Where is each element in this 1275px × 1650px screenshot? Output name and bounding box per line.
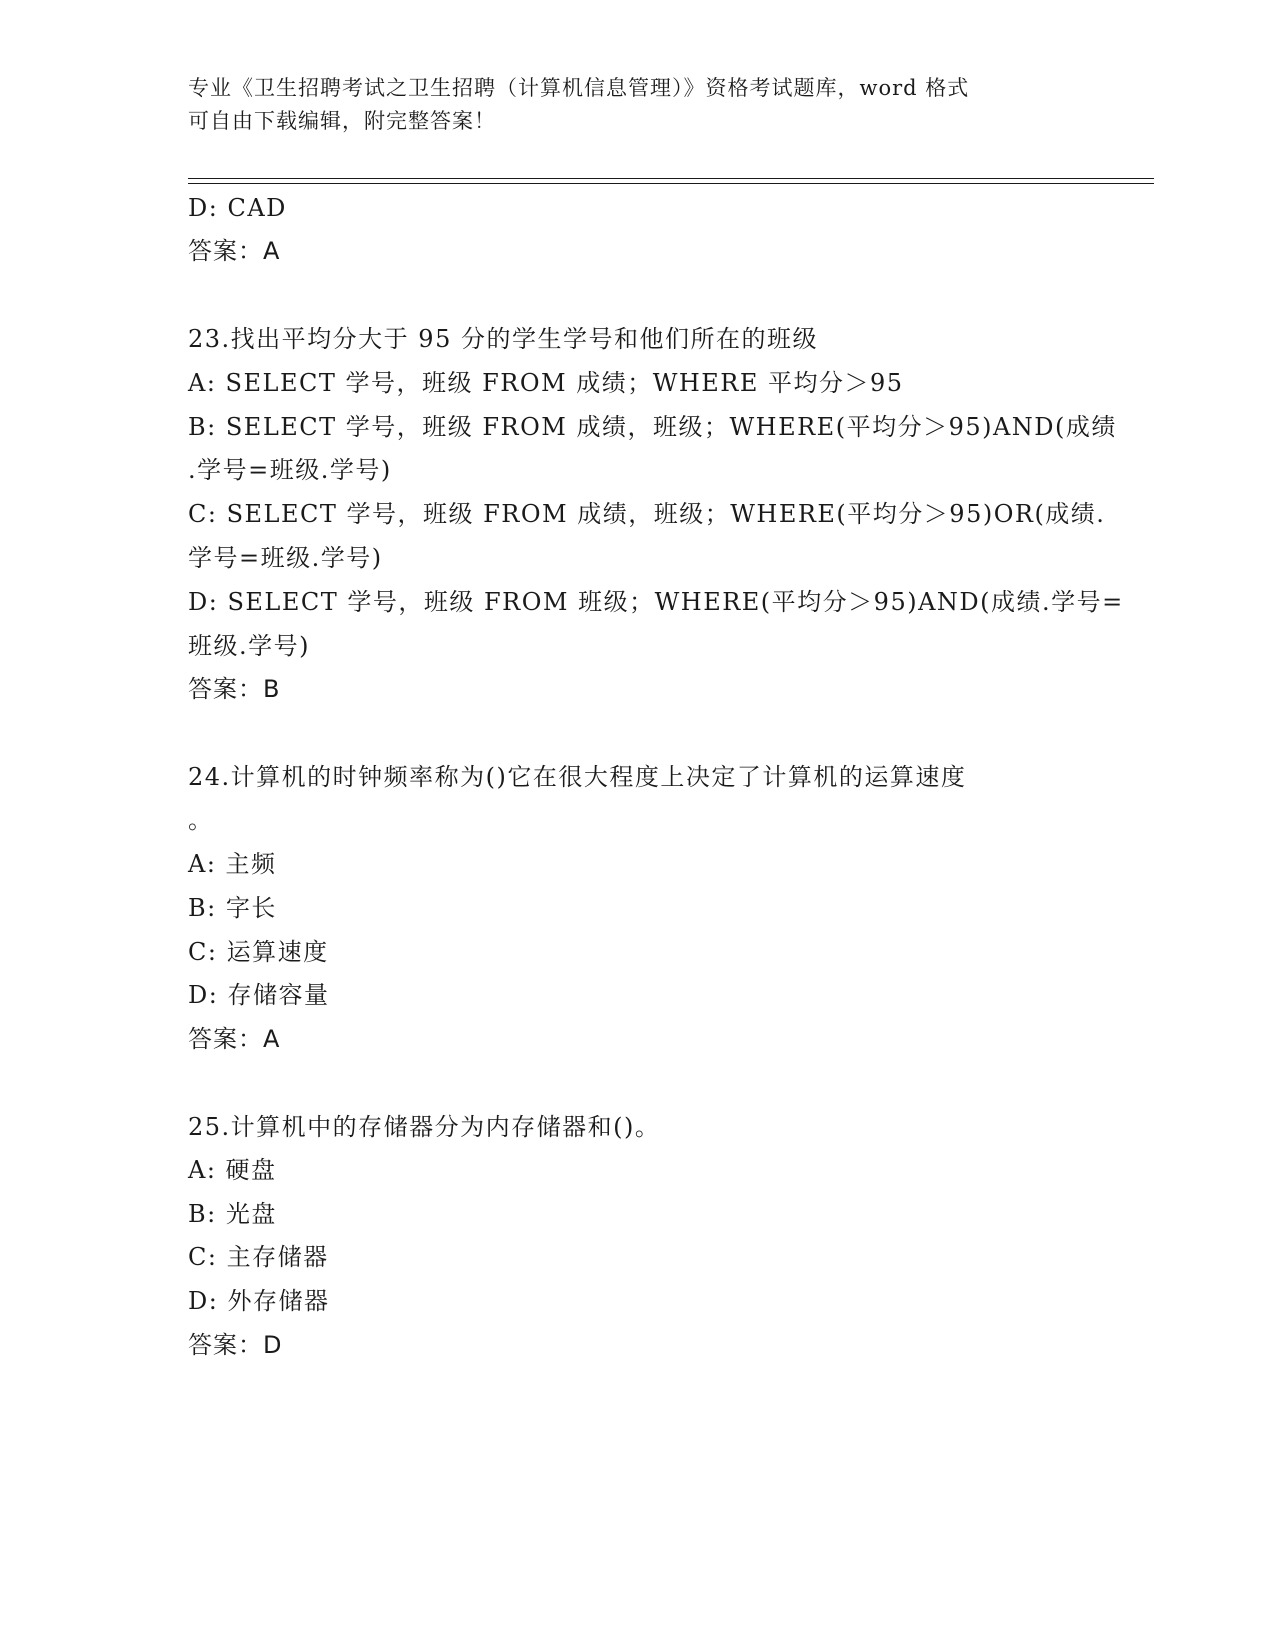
q24-option-b: B: 字长	[188, 894, 277, 922]
q23-stem: 23.找出平均分大于 95 分的学生学号和他们所在的班级	[188, 325, 818, 353]
q25-option-c: C: 主存储器	[188, 1243, 329, 1271]
q23-option-b-line1: B: SELECT 学号，班级 FROM 成绩，班级；WHERE(平均分＞95)AND(成绩	[188, 413, 1117, 441]
q23-option-c-line2: 学号=班级.学号)	[188, 544, 383, 572]
q24-option-d: D: 存储容量	[188, 981, 330, 1009]
q24-stem-line2: 。	[188, 806, 214, 834]
prev-answer: 答案：A	[188, 237, 281, 265]
q24-stem-line1: 24.计算机的时钟频率称为()它在很大程度上决定了计算机的运算速度	[188, 763, 967, 791]
q23-answer: 答案：B	[188, 675, 281, 703]
header-divider-bottom	[188, 183, 1154, 184]
prev-option-d: D: CAD	[188, 194, 287, 222]
q23-option-d-line1: D: SELECT 学号，班级 FROM 班级；WHERE(平均分＞95)AND(成绩.学号=	[188, 588, 1124, 616]
q23-option-c-line1: C: SELECT 学号，班级 FROM 成绩，班级；WHERE(平均分＞95)OR(成绩.	[188, 500, 1106, 528]
q25-option-a: A: 硬盘	[188, 1156, 277, 1184]
document-header	[188, 72, 1068, 138]
header-line-2: 可自由下载编辑，附完整答案！	[188, 109, 496, 133]
q25-stem: 25.计算机中的存储器分为内存储器和()。	[188, 1113, 661, 1141]
header-line-1: 专业《卫生招聘考试之卫生招聘（计算机信息管理）》资格考试题库，word 格式	[188, 76, 970, 100]
q25-answer: 答案：D	[188, 1331, 283, 1359]
q23-option-d-line2: 班级.学号)	[188, 632, 310, 660]
q25-option-d: D: 外存储器	[188, 1287, 330, 1315]
header-divider-top	[188, 178, 1154, 179]
q24-answer: 答案：A	[188, 1025, 281, 1053]
q23-option-b-line2: .学号=班级.学号)	[188, 456, 392, 484]
q25-option-b: B: 光盘	[188, 1200, 277, 1228]
q24-option-a: A: 主频	[188, 850, 277, 878]
q24-option-c: C: 运算速度	[188, 938, 329, 966]
q23-option-a: A: SELECT 学号，班级 FROM 成绩；WHERE 平均分＞95	[188, 369, 904, 397]
